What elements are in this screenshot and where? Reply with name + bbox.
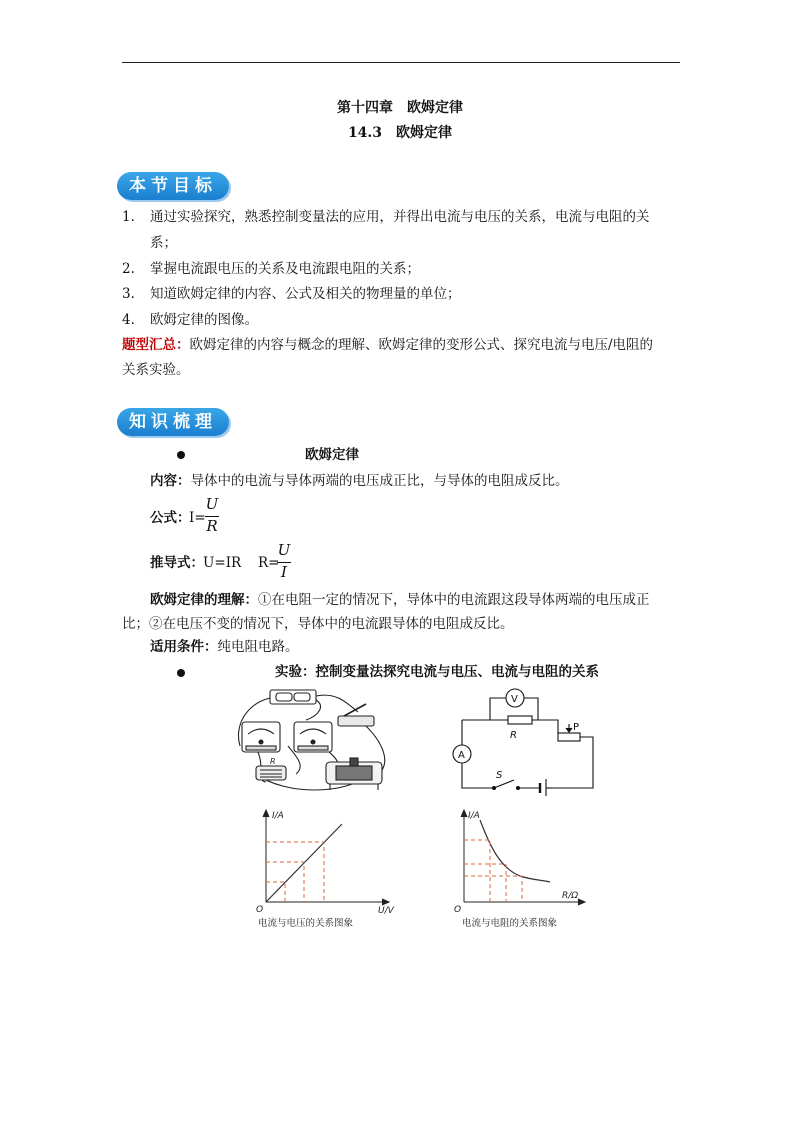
topic-heading: 欧姆定律 (305, 447, 359, 463)
derived-label: 推导式： (150, 555, 204, 571)
knowledge-badge-label: 知识梳理 (129, 412, 217, 432)
content-line (150, 471, 569, 491)
graph1-caption: 电流与电压的关系图象 (258, 918, 354, 929)
graph1-origin: O (256, 905, 264, 915)
graph2-origin: O (454, 905, 462, 915)
content-label: 内容： (150, 473, 191, 489)
goal-number: 1. (122, 209, 135, 225)
header-rule (122, 62, 680, 63)
goal-number: 3. (122, 286, 135, 302)
derived-numerator: U (277, 541, 291, 559)
graph-current-resistance (450, 806, 600, 932)
content-text: 导体中的电流与导体两端的电压成正比，与导体的电阻成反比。 (190, 473, 569, 489)
condition-line (150, 637, 299, 657)
understanding-label: 欧姆定律的理解： (150, 592, 258, 608)
bullet-icon (177, 669, 185, 677)
goal-number: 4. (122, 312, 135, 328)
section-title: 14.3 欧姆定律 (347, 125, 453, 141)
goal-item: 掌握电流跟电压的关系及电流跟电阻的关系； (150, 261, 420, 277)
goal-item-continued: 系； (150, 235, 177, 251)
summary-line (122, 335, 653, 355)
graph1-xlabel: U/V (378, 906, 394, 916)
apparatus-illustration (226, 686, 398, 798)
goal-item: 通过实验探究，熟悉控制变量法的应用，并得出电流与电压的关系，电流与电阻的关 (150, 209, 650, 225)
experiment-heading: 实验：控制变量法探究电流与电压、电流与电阻的关系 (275, 664, 599, 680)
understanding-line (150, 590, 650, 610)
goals-badge-label: 本节目标 (129, 176, 217, 196)
bullet-icon (177, 451, 185, 459)
summary-text-continued: 关系实验。 (122, 362, 190, 378)
apparatus-resistor-label: R (270, 757, 276, 766)
goal-item: 欧姆定律的图像。 (150, 312, 258, 328)
formula-numerator: U (205, 495, 219, 513)
formula-lhs: I= (189, 510, 206, 526)
formula-denominator: R (206, 517, 218, 535)
graph2-ylabel: I/A (468, 811, 480, 821)
derived-formula-1: U=IR (203, 555, 242, 571)
summary-text: 欧姆定律的内容与概念的理解、欧姆定律的变形公式、探究电流与电压/电阻的 (189, 337, 654, 353)
resistor-label: R (510, 730, 517, 741)
understanding-text-continued: 比；②在电压不变的情况下，导体中的电流跟导体的电阻成反比。 (122, 616, 514, 632)
derived-denominator: I (281, 563, 287, 581)
knowledge-badge (117, 408, 229, 436)
condition-label: 适用条件： (150, 639, 218, 655)
summary-label: 题型汇总： (122, 337, 190, 353)
graph1-ylabel: I/A (272, 811, 284, 821)
circuit-diagram (448, 688, 598, 796)
voltmeter-label: V (511, 694, 518, 705)
graph2-caption: 电流与电阻的关系图象 (462, 918, 558, 929)
condition-text: 纯电阻电路。 (217, 639, 299, 655)
goal-number: 2. (122, 261, 135, 277)
ammeter-label: A (458, 750, 465, 761)
graph-current-voltage (250, 806, 400, 932)
chapter-title: 第十四章 欧姆定律 (337, 100, 463, 116)
derived-formula-2-lhs: R= (258, 555, 280, 571)
goals-badge (117, 172, 229, 200)
understanding-text: ①在电阻一定的情况下，导体中的电流跟这段导体两端的电压成正 (258, 592, 650, 608)
goal-item: 知道欧姆定律的内容、公式及相关的物理量的单位； (150, 286, 461, 302)
formula-label: 公式： (150, 510, 191, 526)
slider-label: P (573, 722, 580, 733)
graph2-xlabel: R/Ω (562, 891, 579, 901)
switch-label: S (496, 770, 503, 781)
